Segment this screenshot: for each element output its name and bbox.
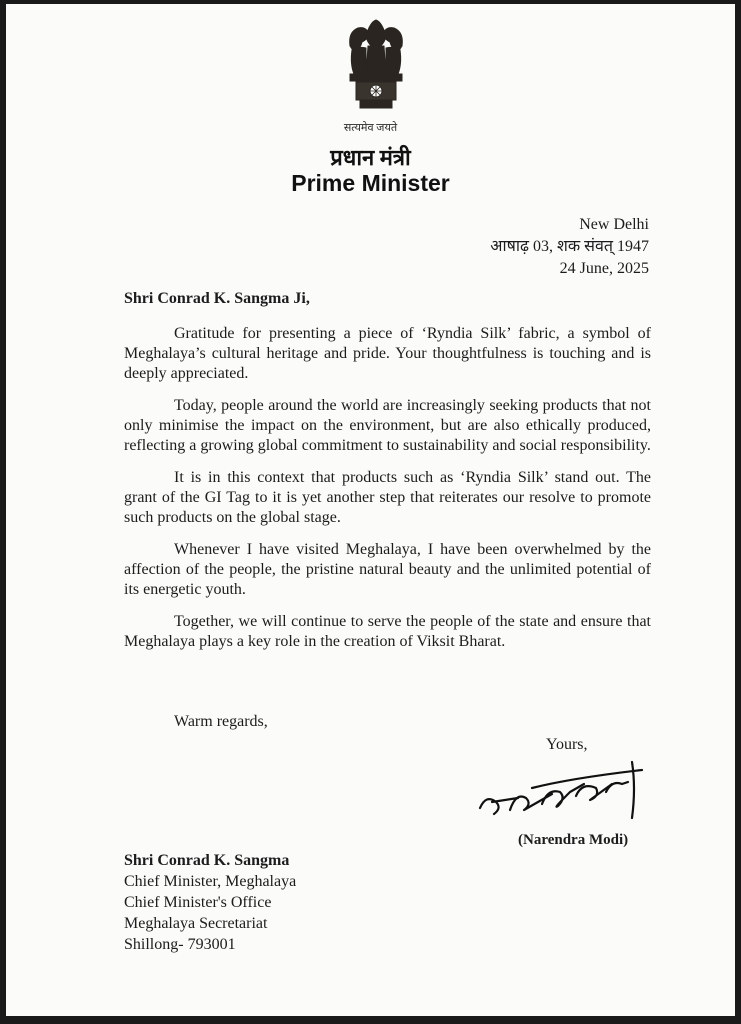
letterhead-title-english: Prime Minister [291, 170, 450, 196]
address-line: Chief Minister's Office [124, 894, 272, 911]
letterhead-title-hindi: प्रधान मंत्री [330, 145, 411, 170]
paragraph: Whenever I have visited Meghalaya, I have been overwhelmed by the affection of the people, the pristine natural beauty and the unlimited potential of its energetic youth. [124, 541, 651, 598]
address-line: Shillong- 793001 [124, 936, 236, 953]
hindi-date-line: आषाढ़ 03, शक संवत् 1947 [490, 238, 649, 255]
recipient-name: Shri Conrad K. Sangma [124, 852, 290, 869]
paragraph: Together, we will continue to serve the people of the state and ensure that Meghalaya plays a key role in the creation of Viksit Bharat. [124, 613, 651, 650]
handwritten-signature [472, 758, 662, 828]
recipient-address [124, 850, 296, 955]
paragraph: Gratitude for presenting a piece of ‘Ryndia Silk’ fabric, a symbol of Meghalaya’s cultural heritage and pride. Your thoughtfulness is touching and is deeply appreciated. [124, 325, 651, 382]
paragraph: Today, people around the world are increasingly seeking products that not only minimise the impact on the environment, but are also ethically produced, reflecting a growing global commitment to sustainability and social responsibility. [124, 397, 651, 454]
warm-regards: Warm regards, [174, 713, 268, 730]
date-block [490, 214, 649, 280]
address-line: Chief Minister, Meghalaya [124, 873, 297, 890]
signatory-name: (Narendra Modi) [518, 832, 629, 848]
emblem-motto: सत्यमेव जयते [343, 122, 398, 134]
salutation: Shri Conrad K. Sangma Ji, [124, 290, 310, 307]
paragraph: It is in this context that products such as ‘Ryndia Silk’ stand out. The grant of the GI Tag to it is yet another step that reiterates our resolve to promote such products on the global stage. [124, 469, 651, 526]
place-line: New Delhi [579, 216, 649, 233]
letter-body [124, 324, 651, 664]
national-emblem-icon [336, 16, 416, 120]
address-line: Meghalaya Secretariat [124, 915, 268, 932]
date-line: 24 June, 2025 [559, 260, 649, 277]
yours-closing: Yours, [546, 736, 588, 753]
